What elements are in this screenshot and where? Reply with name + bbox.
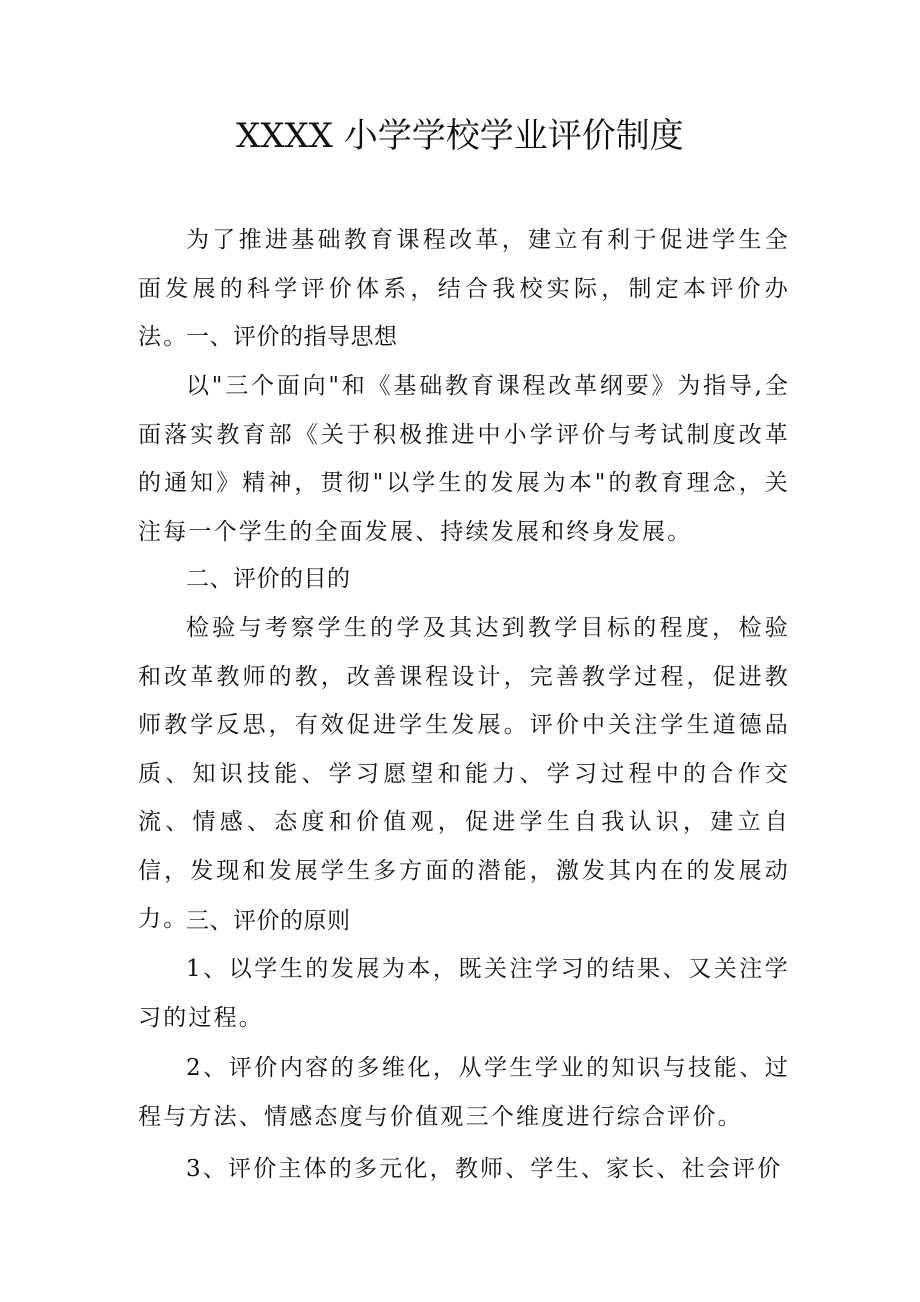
section-3-heading: 三、评价的原则 (186, 908, 351, 934)
section-2-heading: 二、评价的目的 (186, 566, 351, 592)
section-1-heading: 一、评价的指导思想 (186, 324, 398, 350)
document-title: XXXX 小学学校学业评价制度 (236, 116, 684, 156)
principle-item-3: 3、评价主体的多元化，教师、学生、家长、社会评价 (186, 1156, 783, 1182)
principle-item-2: 2、评价内容的多维化，从学生学业的知识与技能、过程与方法、情感态度与价值观三个维度进行综合评价。 (138, 1055, 790, 1130)
principle-item-1: 1、以学生的发展为本，既关注学习的结果、又关注学习的过程。 (138, 956, 790, 1031)
section-1-body: 以"三个面向"和《基础教育课程改革纲要》为指导,全面落实教育部《关于积极推进中小学评价与考试制度改革的通知》精神，贯彻"以学生的发展为本"的教育理念，关注每一个学生的全面发展、持续发展和终身发展。 (138, 373, 790, 545)
section-2-body: 检验与考察学生的学及其达到教学目标的程度，检验和改革教师的教，改善课程设计，完善教学过程，促进教师教学反思，有效促进学生发展。评价中关注学生道德品质、知识技能、学习愿望和能力、学习过程中的合作交流、情感、态度和价值观，促进学生自我认识，建立自信，发现和发展学生多方面的潜能，激发其内在的发展动力。 (138, 615, 790, 932)
intro-paragraph: 为了推进基础教育课程改革，建立有利于促进学生全面发展的科学评价体系，结合我校实际，制定本评价办法。 (138, 227, 790, 350)
